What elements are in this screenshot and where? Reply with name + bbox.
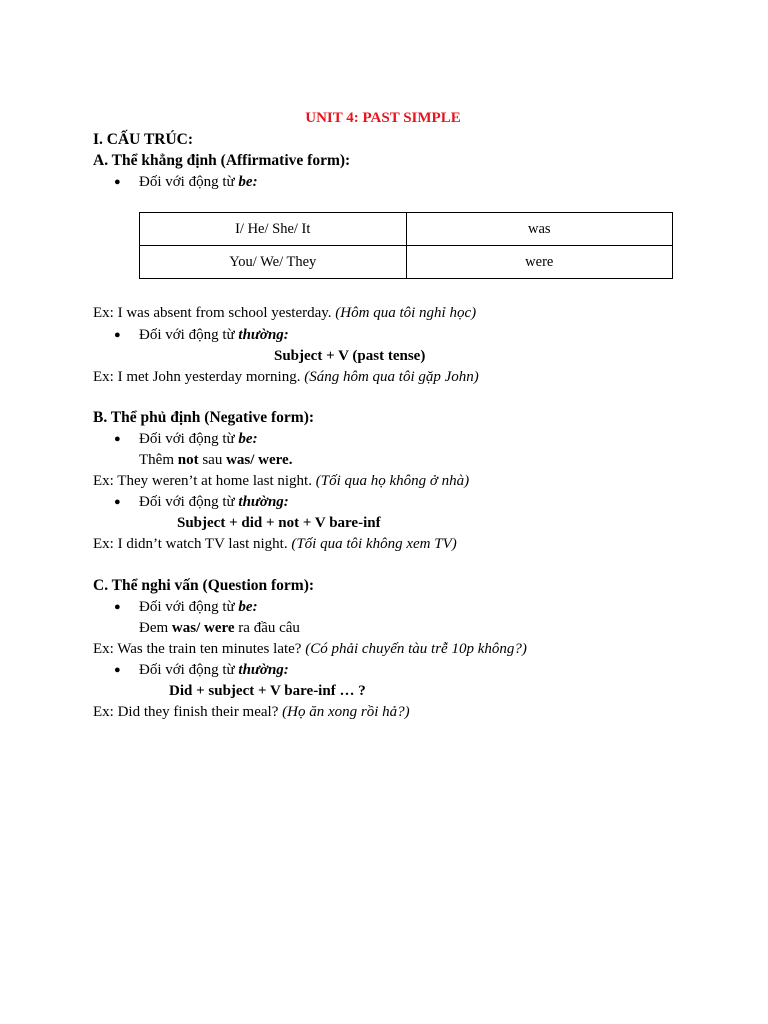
affirmative-example-2: Ex: I met John yesterday morning. (Sáng hôm qua tôi gặp John)	[93, 369, 479, 385]
bullet-icon: ●	[114, 664, 121, 676]
negative-example-2: Ex: I didn’t watch TV last night. (Tối qua tôi không xem TV)	[93, 536, 457, 552]
affirmative-example-1: Ex: I was absent from school yesterday. (Hôm qua tôi nghỉ học)	[93, 305, 477, 321]
negative-formula: Subject + did + not + V bare-inf	[177, 515, 381, 531]
table-row	[140, 213, 673, 246]
table-cell-subject: You/ We/ They	[140, 246, 407, 279]
bullet-icon: ●	[114, 433, 121, 445]
bullet-icon: ●	[114, 601, 121, 613]
table-cell-subject: I/ He/ She/ It	[140, 213, 407, 246]
bullet-icon: ●	[114, 496, 121, 508]
bullet-icon: ●	[114, 329, 121, 341]
table-cell-verb: were	[406, 246, 673, 279]
affirmative-heading: A. Thể khẳng định (Affirmative form):	[93, 152, 351, 169]
question-regular-label: Đối với động từ thường:	[139, 662, 289, 678]
negative-example-1: Ex: They weren’t at home last night. (Tối qua họ không ở nhà)	[93, 473, 470, 489]
affirmative-formula: Subject + V (past tense)	[274, 348, 426, 364]
question-example-2: Ex: Did they finish their meal? (Họ ăn xong rồi hả?)	[93, 704, 410, 720]
question-formula: Did + subject + V bare-inf … ?	[169, 683, 366, 699]
negative-regular-label: Đối với động từ thường:	[139, 494, 289, 510]
question-be-label: Đối với động từ be:	[139, 599, 258, 615]
page-title: UNIT 4: PAST SIMPLE	[305, 110, 461, 126]
question-be-rule: Đem was/ were ra đầu câu	[139, 620, 300, 636]
question-example-1: Ex: Was the train ten minutes late? (Có phải chuyến tàu trễ 10p không?)	[93, 641, 527, 657]
affirmative-be-label: Đối với động từ be:	[139, 174, 258, 190]
negative-be-label: Đối với động từ be:	[139, 431, 258, 447]
section-heading-structure: I. CẤU TRÚC:	[93, 131, 194, 148]
table-cell-verb: was	[406, 213, 673, 246]
affirmative-regular-label: Đối với động từ thường:	[139, 327, 289, 343]
table-row	[140, 246, 673, 279]
question-heading: C. Thể nghi vấn (Question form):	[93, 577, 315, 594]
negative-be-rule: Thêm not sau was/ were.	[139, 452, 293, 468]
negative-heading: B. Thể phủ định (Negative form):	[93, 409, 315, 426]
be-conjugation-table	[139, 212, 673, 279]
bullet-icon: ●	[114, 176, 121, 188]
